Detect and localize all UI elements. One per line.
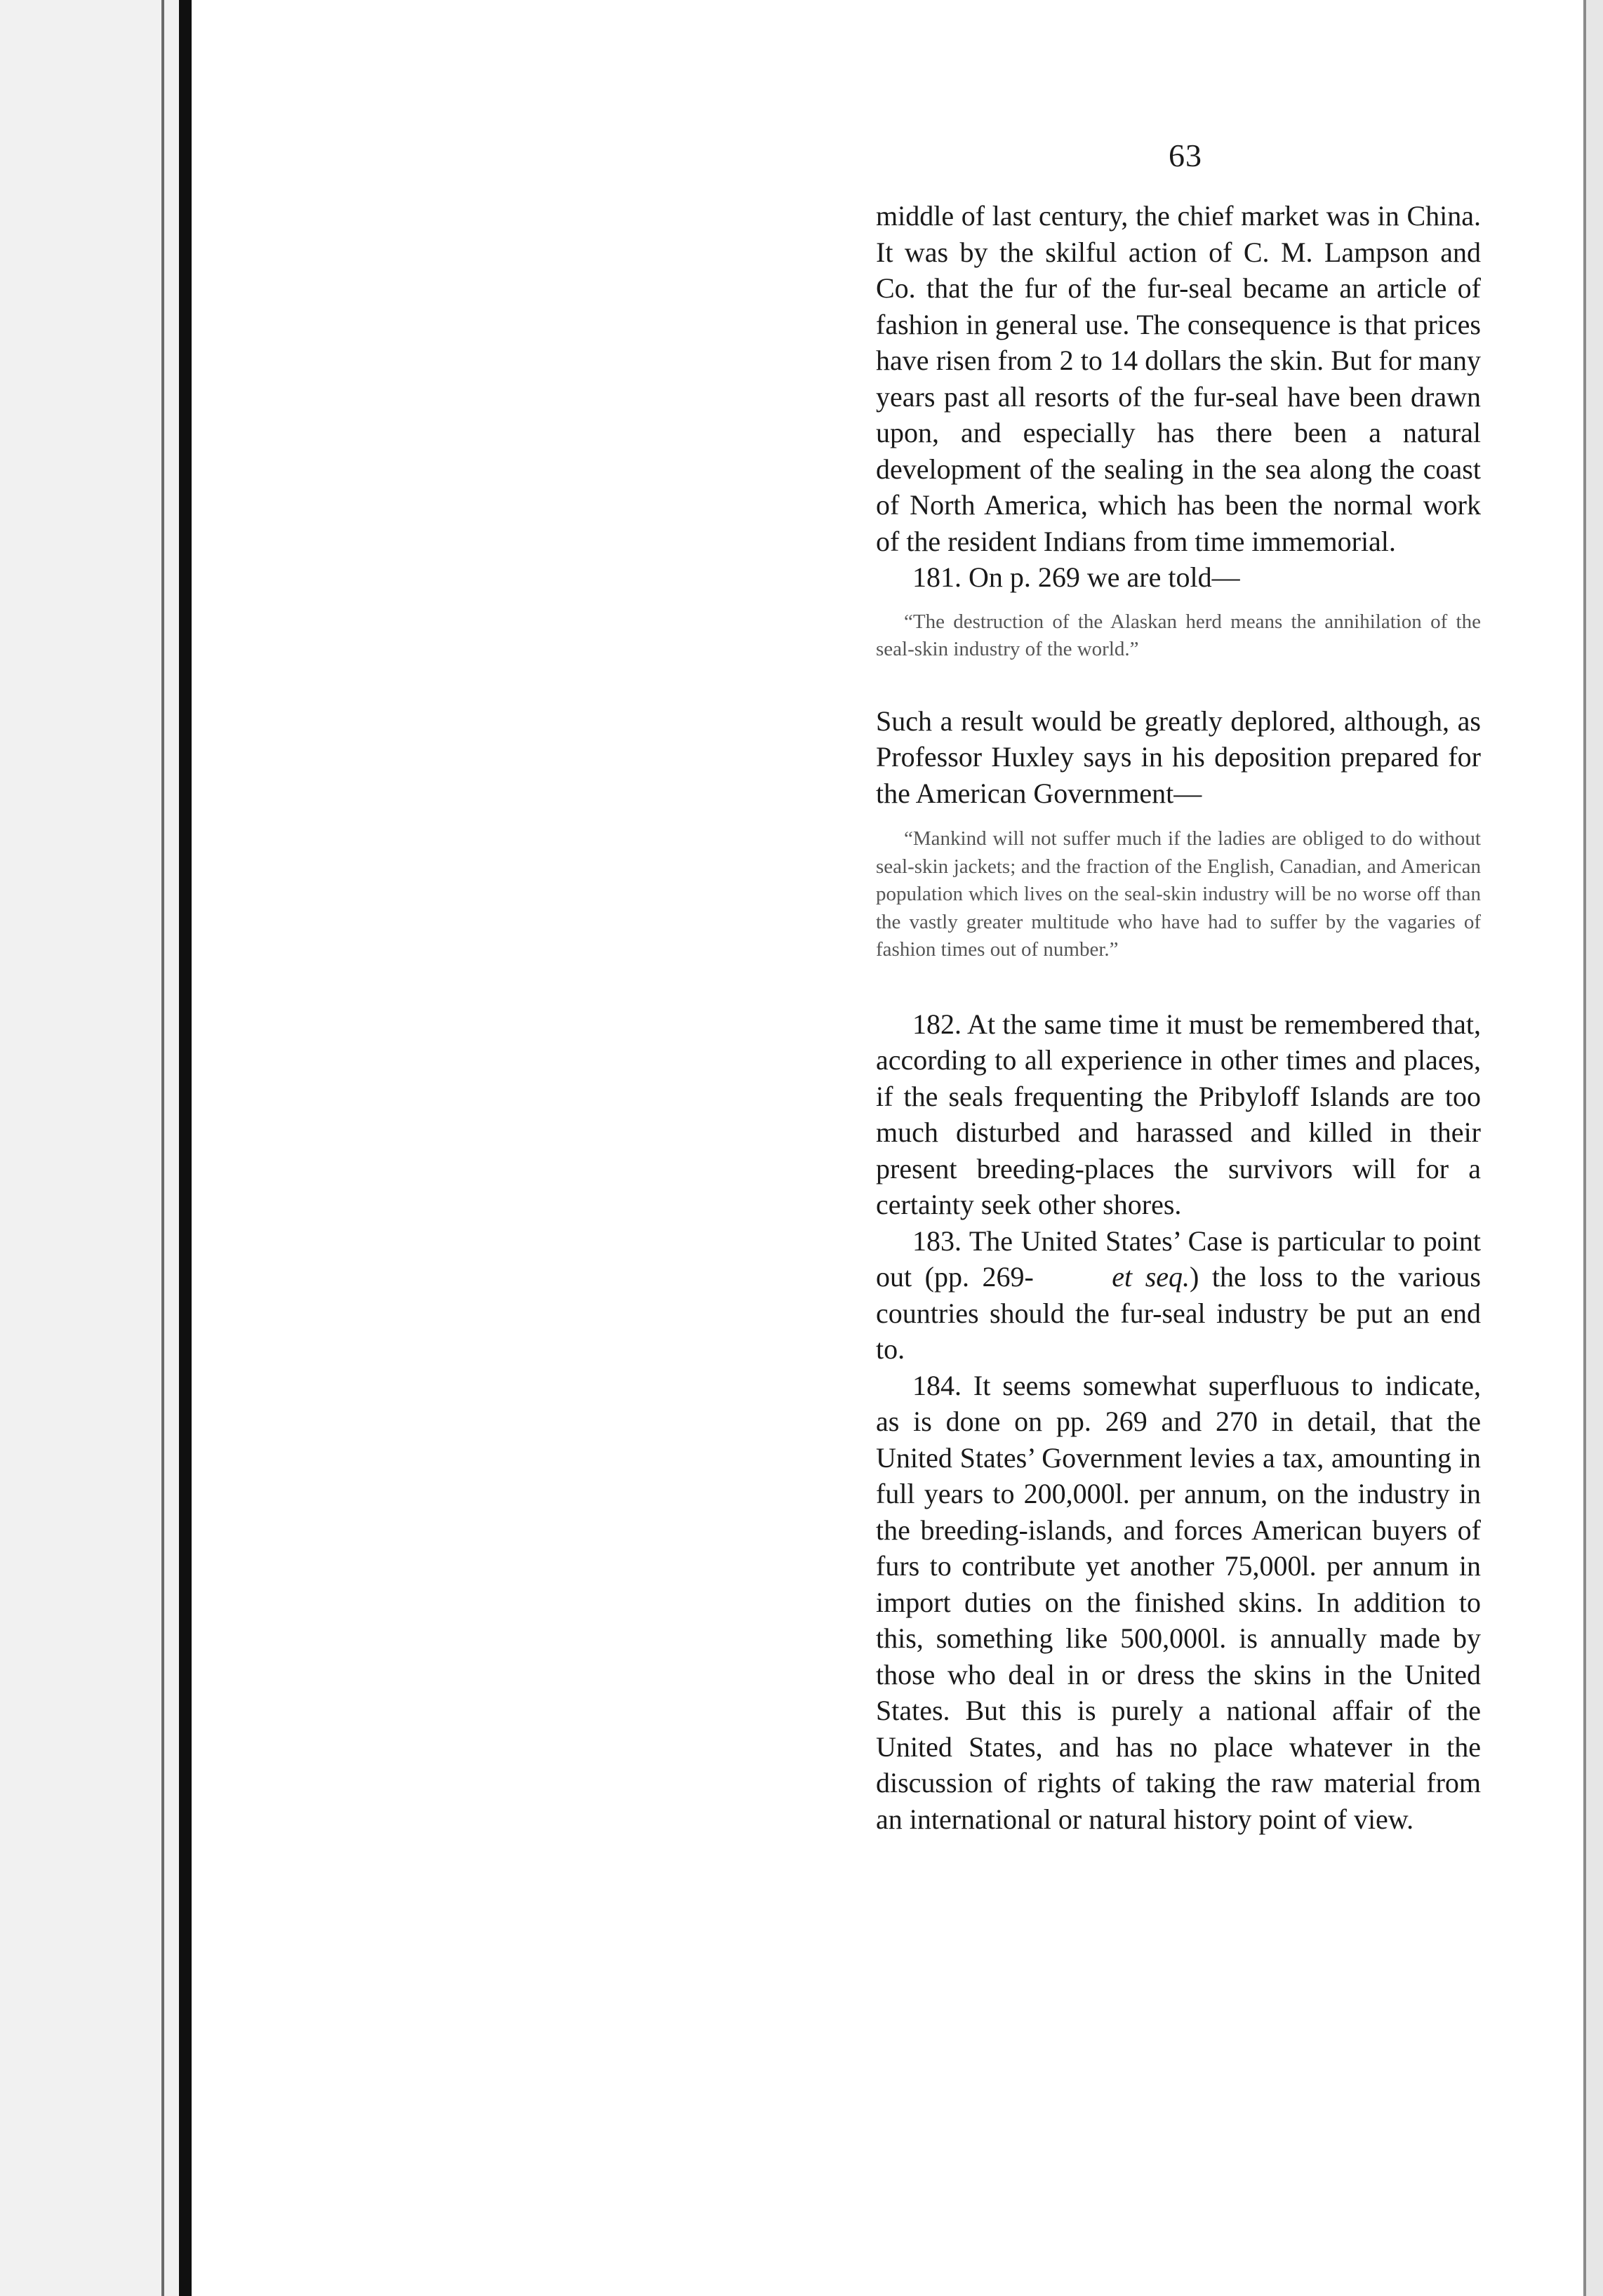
paragraph-182: 182. At the same time it must be remembered that, according to all experience in other times and places, if the seals frequenting the Pribyloff Islands are too much disturbed and harassed and killed in their present breeding-places the survivors will for a certainty seek other shores. [876,1008,1481,1220]
page-binding-edge [179,0,192,2296]
paragraph-continuation: middle of last century, the chief market was in China. It was by the skilful action of C. M. Lampson and Co. that the fur of the fur-seal became an article of fashion in general use. The consequence is that prices have risen from 2 to 14 dollars the skin. But for many years past all resorts of the fur-seal have been drawn upon, and especially has there been a natural development of the sealing in the sea along the coast of North America, which has been the normal work of the resident Indians from time immemorial. [876,200,1481,557]
paragraph-183-text-b: ) the loss to the various countries should the fur-seal industry be put an end to. [876,1261,1481,1365]
paragraph-181: 181. On p. 269 we are told— [912,561,1240,593]
paragraph-result: Such a result would be greatly deplored, although, as Professor Huxley says in his deposition prepared for the American Government— [876,705,1481,809]
paragraph-183-et-seq: et seq. [1112,1261,1190,1293]
block-quote-alaskan-herd: “The destruction of the Alaskan herd means the annihilation of the seal-skin industry of the world.” [876,610,1481,660]
paragraph-184: 184. It seems somewhat superfluous to indicate, as is done on pp. 269 and 270 in detail, that the United States’ Government levies a tax, amounting in full years to 200,000l. per annum, on the industry in the breeding-islands, and forces American buyers of furs to contribute yet another 75,000l. per annum in import duties on the finished skins. In addition to this, something like 500,000l. is annually made by those who deal in or dress the skins in the United States. But this is purely a national affair of the United States, and has no place whatever in the discussion of rights of taking the raw material from an international or natural history point of view. [876,1369,1481,1835]
left-page-margin [0,0,179,2296]
binding-shadow [161,0,164,2296]
page-number: 63 [1169,138,1202,173]
paragraph-183-text-a: 183. The United States’ Case is particular to point out (pp. 269- [876,1224,1481,1293]
text-column [876,198,1481,1837]
right-page-edge [1583,0,1603,2296]
paragraph-183 [876,1223,1481,1368]
block-quote-huxley: “Mankind will not suffer much if the ladies are obliged to do without seal-skin jackets; and the fraction of the English, Canadian, and American population which lives on the seal-skin industry will be no worse off than the vastly greater multitude who have had to suffer by the vagaries of fashion times out of number.” [876,827,1481,961]
